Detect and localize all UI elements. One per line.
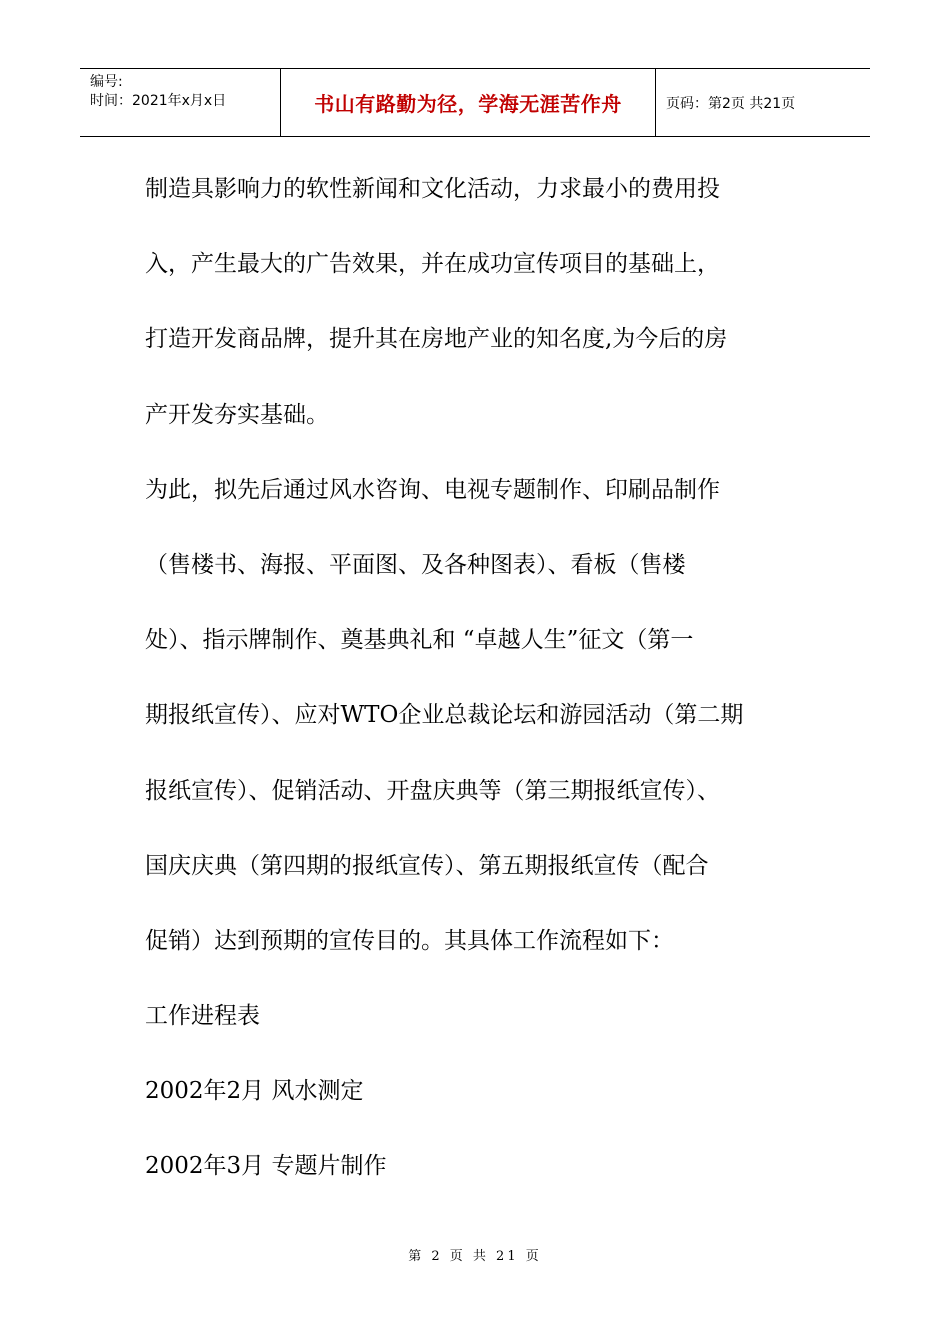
body-line: 处）、指示牌制作、奠基典礼和 “卓越人生”征文（第一 — [145, 627, 694, 654]
document-body — [145, 152, 815, 1205]
body-line: 入，产生最大的广告效果，并在成功宣传项目的基础上， — [145, 251, 720, 278]
page-footer: 第 2 页 共 21 页 — [408, 1249, 542, 1264]
document-date-label: 时间：2021年x月x日 — [90, 93, 227, 109]
body-line: 打造开发商品牌，提升其在房地产业的知名度,为今后的房 — [145, 326, 728, 353]
body-line: 促销）达到预期的宣传目的。其具体工作流程如下： — [145, 927, 674, 954]
body-line: 制造具影响力的软性新闻和文化活动，力求最小的费用投 — [145, 176, 720, 202]
schedule-item: 2002年2月 风水测定 — [145, 1078, 364, 1105]
body-line: 期报纸宣传）、应对WTO企业总裁论坛和游园活动（第二期 — [145, 702, 744, 729]
document-header — [80, 68, 870, 137]
header-page-label: 页码：第2页 共21页 — [666, 95, 796, 112]
section-heading: 工作进程表 — [145, 1003, 260, 1030]
document-number-label: 编号: — [90, 74, 123, 90]
header-motto: 书山有路勤为径，学海无涯苦作舟 — [280, 69, 656, 136]
body-line: 国庆庆典（第四期的报纸宣传）、第五期报纸宣传（配合 — [145, 852, 709, 879]
header-info-cell — [80, 69, 280, 136]
body-line: 为此，拟先后通过风水咨询、电视专题制作、印刷品制作 — [145, 476, 720, 503]
body-line: 报纸宣传）、促销活动、开盘庆典等（第三期报纸宣传）、 — [145, 777, 720, 804]
schedule-item: 2002年3月 专题片制作 — [145, 1153, 387, 1180]
body-line: （售楼书、海报、平面图、及各种图表）、看板（售楼 — [145, 551, 686, 578]
body-line: 产开发夯实基础。 — [145, 401, 329, 428]
